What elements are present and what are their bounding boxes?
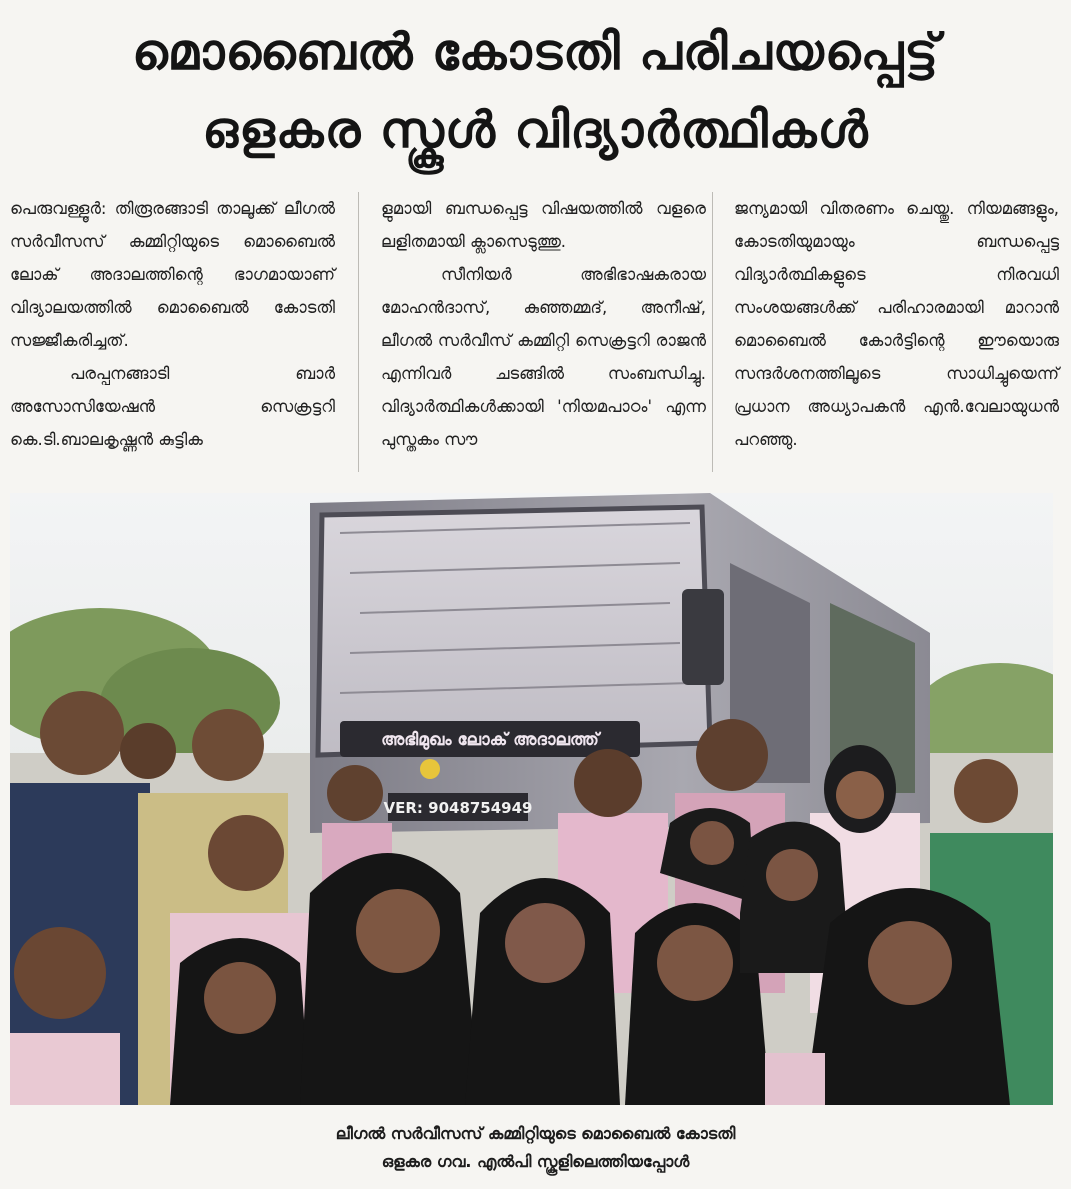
photo-illustration (10, 493, 1053, 1105)
photo-caption-line-2: ഒളകര ഗവ. എൽപി സ്കൂളിലെത്തിയപ്പോൾ (381, 1152, 690, 1171)
article-column-1 (10, 192, 335, 456)
article-body (10, 192, 1061, 482)
photo-caption-line-1: ലീഗൽ സർവീസസ് കമ്മിറ്റിയുടെ മൊബൈൽ കോടതി (335, 1124, 736, 1143)
column-2-paragraph-1: ളുമായി ബന്ധപ്പെട്ട വിഷയത്തിൽ വളരെ ലളിതമായി ക്ലാസെടുത്തു. (381, 199, 706, 251)
student-boy (208, 815, 284, 891)
bus-sign-text: അഭിമുഖം ലോക് അദാലത്ത് (381, 730, 599, 750)
article-column-2 (381, 192, 706, 456)
column-1-paragraph-1: പെരുവള്ളൂർ: തിരൂരങ്ങാടി താലൂക്ക് ലീഗൽ സർവീസസ് കമ്മിറ്റിയുടെ മൊബൈൽ ലോക് അദാലത്തിന്റെ ഭാഗമായാണ് വിദ്യാലയത്തിൽ മൊബൈൽ കോടതി സജ്ജീകരിച്ചത്. (10, 199, 335, 350)
bus-phone-text: VER: 9048754949 (383, 799, 533, 817)
column-divider (358, 192, 359, 472)
column-1-paragraph-2: പരപ്പനങ്ങാടി ബാർ അസോസിയേഷൻ സെക്രട്ടറി കെ.ടി.ബാലകൃഷ്ണൻ കുട്ടിക (10, 364, 335, 449)
news-photo (10, 493, 1053, 1105)
emblem (420, 759, 440, 779)
column-2-paragraph-2: സീനിയർ അഭിഭാഷകരായ മോഹൻദാസ്, കുഞ്ഞമ്മദ്, അനീഷ്, ലീഗൽ സർവീസ് കമ്മിറ്റി സെക്രട്ടറി രാജൻ എന്നിവർ ചടങ്ങിൽ സംബന്ധിച്ചു. വിദ്യാർത്ഥികൾക്കായി 'നിയമപാഠം' എന്ന പുസ്തകം സൗ (381, 265, 706, 449)
side-mirror (682, 589, 724, 685)
column-divider (712, 192, 713, 472)
headline-line-2: ഒളകര സ്കൂൾ വിദ്യാർത്ഥികൾ (202, 101, 869, 159)
column-3-paragraph-1: ജന്യമായി വിതരണം ചെയ്തു. നിയമങ്ങളും, കോടതിയുമായും ബന്ധപ്പെട്ട വിദ്യാർത്ഥികളുടെ നിരവധി സംശയങ്ങൾക്ക് പരിഹാരമായി മാറാൻ മൊബൈൽ കോർട്ടിന്റെ ഈയൊരു സന്ദർശനത്തിലൂടെ സാധിച്ചുയെന്ന് പ്രധാന അധ്യാപകൻ എൻ.വേലായുധൻ പറഞ്ഞു. (734, 199, 1059, 449)
student-boy (14, 927, 106, 1019)
headline-line-1: മൊബൈൽ കോടതി പരിചയപ്പെട്ട് (131, 23, 939, 81)
article-column-3 (734, 192, 1059, 456)
